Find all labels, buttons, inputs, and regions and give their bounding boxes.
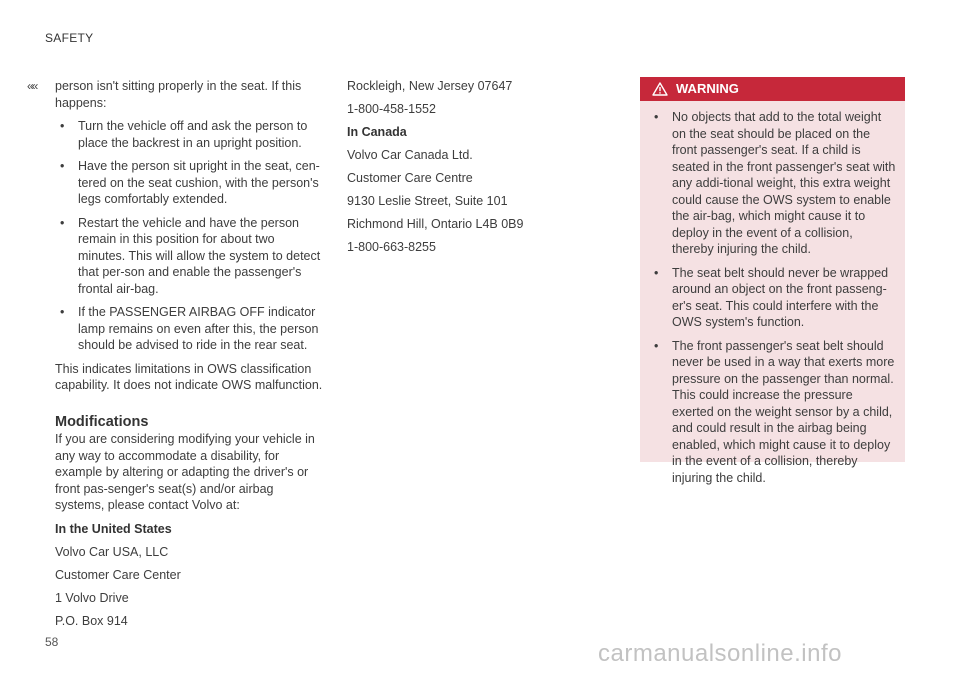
previous-page-icon[interactable]: «« <box>27 79 37 93</box>
list-item: • Turn the vehicle off and ask the person to place the backrest in an upright position. <box>55 118 325 151</box>
left-column <box>55 78 325 636</box>
canada-heading: In Canada <box>347 125 407 139</box>
address-line: P.O. Box 914 <box>55 613 128 628</box>
warning-title: WARNING <box>676 81 739 96</box>
instruction-list <box>55 118 325 354</box>
section-title: SAFETY <box>45 31 94 45</box>
limitations-text: This indicates limitations in OWS classification capability. It does not indicate OWS malfunction. <box>55 361 323 392</box>
intro-text: person isn't sitting properly in the seat. If this happens: <box>55 79 302 110</box>
address-line: 1 Volvo Drive <box>55 590 129 605</box>
us-heading: In the United States <box>55 521 172 536</box>
watermark: carmanualsonline.info <box>598 640 842 667</box>
middle-column <box>347 78 607 262</box>
address-line: Customer Care Centre <box>347 171 473 185</box>
page-number: 58 <box>45 635 59 649</box>
modifications-text: If you are considering modifying your vehicle in any way to accommodate a disability, for example by altering or adapting the driver's or front pas-senger's seat(s) and/or airbag systems, please contact Volvo at: <box>55 432 315 512</box>
modifications-heading: Modifications <box>55 413 149 430</box>
address-line: Richmond Hill, Ontario L4B 0B9 <box>347 217 524 231</box>
warning-header <box>640 77 905 101</box>
warning-list <box>648 109 897 486</box>
list-item: • If the PASSENGER AIRBAG OFF indicator lamp remains on even after this, the person should be advised to ride in the rear seat. <box>55 304 325 354</box>
list-item: • Have the person sit upright in the seat, cen-tered on the seat cushion, with the person's legs comfortably extended. <box>55 158 325 208</box>
list-item: • The seat belt should never be wrapped around an object on the front passeng-er's seat. This could interfere with the OWS system's function. <box>648 265 897 331</box>
warning-triangle-icon <box>652 82 668 96</box>
warning-body <box>640 101 905 486</box>
list-item: • The front passenger's seat belt should never be used in a way that exerts more pressure on the passenger than normal. This could increase the pressure exerted on the weight sensor by a child, and could result in the airbag being enabled, which might cause it to deploy in the event of a collision, thereby injuring the child. <box>648 338 897 487</box>
address-line: Volvo Car USA, LLC <box>55 544 169 559</box>
list-item: • Restart the vehicle and have the person remain in this position for about two minutes. This will allow the system to detect that per-son and enable the passenger's frontal air-bag. <box>55 215 325 298</box>
address-line: Rockleigh, New Jersey 07647 <box>347 79 513 93</box>
list-item: • No objects that add to the total weight on the seat should be placed on the front passenger's seat. If a child is seated in the front passenger's seat with any addi-tional weight, this extra weight could cause the OWS system to enable the air-bag, which might cause it to deploy in the event of a collision, thereby injuring the child. <box>648 109 897 258</box>
address-line: Volvo Car Canada Ltd. <box>347 148 473 162</box>
address-line: 9130 Leslie Street, Suite 101 <box>347 194 508 208</box>
us-address <box>55 521 325 630</box>
address-line: Customer Care Center <box>55 567 181 582</box>
warning-box <box>640 77 905 485</box>
phone-number: 1-800-663-8255 <box>347 240 436 254</box>
phone-number: 1-800-458-1552 <box>347 102 436 116</box>
